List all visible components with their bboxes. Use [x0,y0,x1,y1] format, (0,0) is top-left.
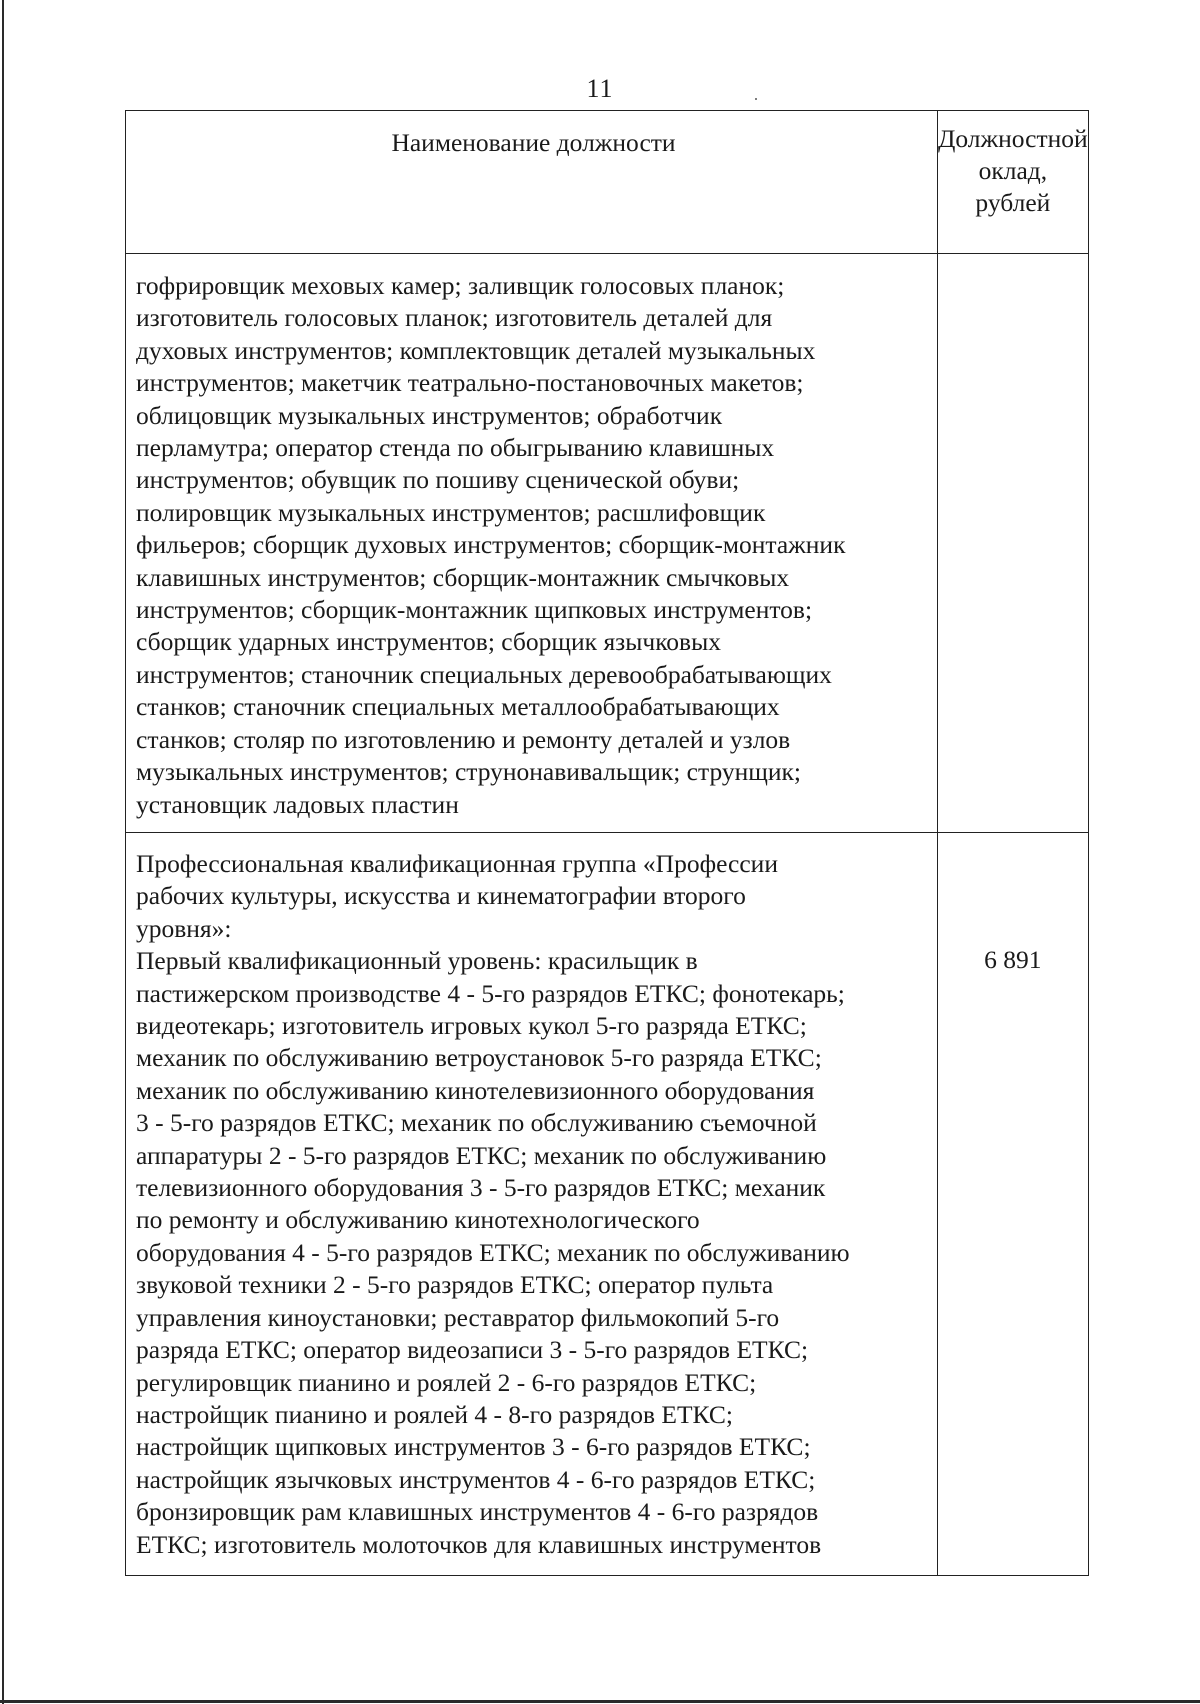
salary-cell [938,254,1089,833]
scan-bottom-edge [0,1700,1200,1703]
header-position-label: Наименование должности [391,128,676,157]
position-cell [126,833,938,1576]
scan-left-edge [2,0,4,1704]
position-cell [126,254,938,833]
header-salary-cell [938,111,1089,254]
page-number: 11 [586,74,614,103]
table-header-row [126,111,1089,254]
salary-value: 6 891 [984,945,1042,974]
header-position-cell [126,111,938,254]
table-row [126,254,1089,833]
salary-table [125,110,1089,1576]
position-text: Профессиональная квалификационная группа «Профессии рабочих культуры, искусства и кинематографии второго уровня»: Первый квалификационный уровень: красильщик в пастижерском производстве 4 - 5-го разрядов ЕТКС; фонотекарь; видеотекарь; изготовитель игровых кукол 5-го разряда ЕТКС; механик по обслуживанию ветроустановок 5-го разряда ЕТКС; механик по обслуживанию кинотелевизионного оборудования 3 - 5-го разрядов ЕТКС; механик по обслуживанию съемочной аппаратуры 2 - 5-го разрядов ЕТКС; механик по обслуживанию телевизионного оборудования 3 - 5-го разрядов ЕТКС; механик по ремонту и обслуживанию кинотехнологического оборудования 4 - 5-го разрядов ЕТКС; механик по обслуживанию звуковой техники 2 - 5-го разрядов ЕТКС; оператор пульта управления киноустановки; реставратор фильмокопий 5-го разряда ЕТКС; оператор видеозаписи 3 - 5-го разрядов ЕТКС; регулировщик пианино и роялей 2 - 6-го разрядов ЕТКС; настройщик пианино и роялей 4 - 8-го разрядов ЕТКС; настройщик щипковых инструментов 3 - 6-го разрядов ЕТКС; настройщик язычковых инструментов 4 - 6-го разрядов ЕТКС; бронзировщик рам клавишных инструментов 4 - 6-го разрядов ЕТКС; изготовитель молоточков для клавишных инструментов [136,849,850,1559]
header-salary-label: Должностной оклад, рублей [938,124,1088,217]
salary-cell [938,833,1089,1576]
salary-value [938,254,1088,365]
position-text: гофрировщик меховых камер; заливщик голосовых планок; изготовитель голосовых планок; изготовитель деталей для духовых инструментов; комплектовщик деталей музыкальных инструментов; макетчик театрально-постановочных макетов; облицовщик музыкальных инструментов; обработчик перламутра; оператор стенда по обыгрыванию клавишных инструментов; обувщик по пошиву сценической обуви; полировщик музыкальных инструментов; расшлифовщик фильеров; сборщик духовых инструментов; сборщик-монтажник клавишных инструментов; сборщик-монтажник смычковых инструментов; сборщик-монтажник щипковых инструментов; сборщик ударных инструментов; сборщик язычковых инструментов; станочник специальных деревообрабатывающих станков; станочник специальных металлообрабатывающих станков; столяр по изготовлению и ремонту деталей и узлов музыкальных инструментов; струнонавивальщик; струнщик; установщик ладовых пластин [136,271,846,819]
table-row [126,833,1089,1576]
